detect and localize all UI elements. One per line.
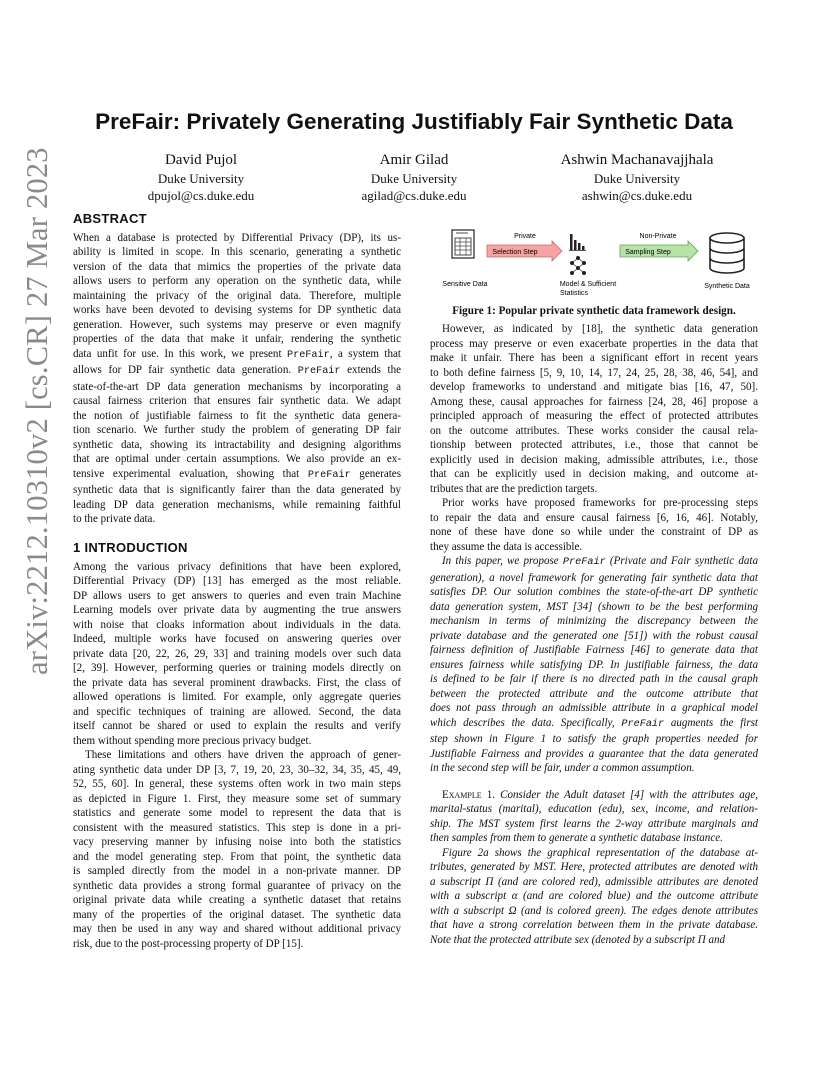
text-line: 52, 55, 60]. In general, these systems often work in two main steps (73, 778, 401, 790)
network-icon (570, 256, 586, 275)
model-stats-label: Model & Sufficient (559, 281, 617, 288)
text-line: In this paper, we propose PreFair (Private and Fair synthetic data (442, 555, 758, 568)
text-line: with a subscript α (and are colored blue) and the outcome attribute (430, 890, 758, 902)
text-line: does not pass through an admissible attribute in a graphical model (430, 702, 758, 714)
text-line: private data [20, 22, 26, 29, 33] and training models over such data (73, 647, 401, 660)
body-paragraph-italic (430, 554, 758, 776)
figure-caption: Figure 1: Popular private synthetic data framework design. (452, 305, 736, 317)
text-line: marital-status (marital), education (edu), sex, income, and relation- (430, 803, 758, 815)
text-line: DP allows users to get answers to queries and even train Machine (73, 589, 401, 602)
body-paragraph (430, 496, 758, 554)
text-line: the notion of justifiable fairness to fit the synthetic data genera- (73, 409, 401, 422)
text-line: with noise that cloaks information about individuals in the data. (73, 618, 401, 631)
text-line: However, as indicated by [18], the synthetic data generation (442, 323, 758, 335)
text-line: they assume the data is accessible. (430, 540, 583, 553)
text-line: works have been devoted to devising systems for DP synthetic data (73, 304, 401, 316)
non-private-label: Non-Private (639, 233, 677, 240)
text-line: causal fairness criterion that ensures fair synthetic data. We adapt (73, 395, 401, 407)
text-line: Indeed, multiple works have focused on answering queries over (73, 633, 401, 645)
author-block (522, 151, 752, 204)
text-line: fairness definition of Justifiable Fairness [46] to generate data that (430, 644, 758, 656)
private-label: Private (514, 233, 536, 240)
text-line: risk, due to the post-processing property of DP [15]. (73, 937, 304, 950)
text-line: on the outcome attributes. These works consider the causal rela- (430, 424, 758, 437)
sensitive-data-label: Sensitive Data (442, 281, 488, 288)
text-line: Among the various privacy definitions that have been explored, (73, 560, 401, 573)
figure-1 (430, 220, 758, 308)
text-line: Prior works have proposed frameworks for pre-processing steps (442, 497, 758, 509)
selection-step-label: Selection Step (492, 249, 538, 256)
text-line: When a database is protected by Differential Privacy (DP), its us- (73, 231, 401, 244)
text-line: and specific techniques of training are allowed. Second, the data (73, 705, 401, 718)
text-line: maintaining the privacy of the original data. Therefore, multiple (73, 289, 401, 302)
text-line: generation. However, such systems may preserve or even magnify (73, 318, 401, 331)
abstract-section (73, 212, 401, 527)
text-line: develop frameworks to understand and mitigate bias [16, 47, 50]. (430, 381, 758, 393)
text-line: data generation system, MST [34] (shown to be the best performing (430, 600, 758, 613)
author-email: ashwin@cs.duke.edu (581, 188, 693, 203)
text-line: none of these have done so while under the constraint of DP as (430, 526, 758, 538)
model-stats-label-line2: Statistics (559, 290, 589, 297)
text-line: statistics and generate some model to represent the data that is (73, 807, 401, 819)
text-line: tributes that are the prediction targets. (430, 482, 598, 495)
author-email: agilad@cs.duke.edu (361, 188, 467, 203)
example-continuation (430, 846, 758, 948)
text-line: Note that the protected attribute sex (denoted by a subscript Π and (430, 933, 726, 946)
text-line: that can be explicitly used in decision making, and outcome at- (430, 468, 758, 480)
example-label: Example 1. (442, 788, 495, 801)
text-line: which describes the data. Specifically, PreFair augments the first (430, 716, 758, 730)
author-block (86, 151, 316, 204)
text-line: Learning models over private data by augmenting the true answers (73, 604, 401, 616)
text-line: Among these, causal approaches for fairness [24, 28, 46] propose a (430, 395, 758, 408)
text-line: them without spending more precious privacy budget. (73, 734, 312, 747)
example-paragraph (430, 788, 758, 846)
text-line: as depicted in Figure 1. First, they measure some set of summary (73, 792, 401, 805)
text-line: that are optimal under certain assumptions. We also provide an ex- (73, 453, 401, 465)
text-line: ship. The MST system first learns the 2-way attribute marginals and (430, 817, 758, 830)
text-line: generation), a novel framework for generating fair synthetic data that (430, 571, 758, 584)
text-line: allows for DP fair synthetic data generation. PreFair extends the (73, 364, 401, 377)
text-line: a subscript Π (and are colored red), admissible attributes are denoted (430, 875, 758, 888)
text-line: to the private data. (73, 513, 156, 525)
text-line: original private data while creating a synthetic dataset that retains (73, 894, 401, 906)
author-affiliation: Duke University (370, 171, 458, 186)
text-line: is sampled directly from the model in a non-private manner. DP (73, 865, 401, 877)
text-line: principled approach of measuring the effect of protected attributes (430, 410, 758, 422)
abstract-heading: ABSTRACT (73, 211, 147, 226)
text-line: then samples from them to generate a synthetic database instance. (430, 832, 723, 844)
text-line: to repair the data and ensure causal fairness [6, 16, 46]. Notably, (430, 511, 758, 524)
text-line: private database and the generated one [51]) with the robust causal (430, 629, 758, 642)
text-line: Example 1. Consider the Adult dataset [4] with the attributes age, (442, 788, 758, 801)
introduction-paragraph (73, 748, 401, 951)
bar-chart-icon (569, 234, 586, 251)
text-line: satisfies DP. Our solution combines the state-of-the-art DP synthetic (430, 586, 758, 598)
text-line: mechanism in terms of minimizing the discrepancy between the (430, 615, 758, 627)
text-line: [2, 39]. However, performing queries or training models directly on (73, 662, 401, 674)
text-line: leading DP data generation mechanisms, while remaining faithful (73, 498, 401, 511)
author-name: Amir Gilad (379, 152, 449, 168)
text-line: itself cannot be shared or used to explain the results and verify (73, 720, 401, 732)
text-line: Figure 2a shows the graphical representation of the database at- (442, 846, 758, 859)
text-line: These limitations and others have driven the approach of gener- (85, 749, 401, 761)
text-line: is defined to be fair if there is no directed path in the causal graph (430, 673, 758, 685)
text-line: in the second step will be fair, under a common assumption. (430, 762, 695, 774)
author-affiliation: Duke University (157, 171, 245, 186)
author-name: David Pujol (164, 152, 238, 168)
introduction-paragraph (73, 560, 401, 749)
synthetic-data-label: Synthetic Data (704, 283, 750, 290)
author-block (299, 151, 529, 204)
text-line: between the protected attribute and the outcome attribute that (430, 687, 758, 700)
text-line: properties of the data that make it unfair, rendering the synthetic (73, 333, 401, 345)
text-line: ensures fairness while satisfying DP. In justifiable fairness, the data (430, 658, 758, 671)
text-line: the private data has several prominent drawbacks. First, the class of (73, 676, 401, 689)
text-line: process may preserve or even exacerbate properties in the data that (430, 337, 758, 350)
text-line: explicitly used in decision making, admissible attributes, i.e., those (430, 453, 758, 466)
text-line: many of the properties of the original dataset. The synthetic data (73, 908, 401, 921)
text-line: version of the data that mimics the properties of the private data (73, 260, 401, 273)
author-email: dpujol@cs.duke.edu (147, 188, 255, 203)
text-line: consistent with the measured statistics. This step is done in a pri- (73, 821, 401, 834)
database-icon (710, 233, 744, 273)
text-line: tion scenario. We further study the problem of generating DP fair (73, 424, 401, 436)
text-line: synthetic data provides a strong formal guarantee of privacy on the (73, 879, 401, 892)
author-name: Ashwin Machanavajjhala (560, 152, 714, 168)
sensitive-data-icon (452, 230, 474, 258)
text-line: Justifiable Fairness and provides a guarantee that the data generated (430, 747, 758, 760)
framework-diagram (430, 220, 758, 308)
text-line: with a subscript Ω (and is colored green). The edges denote attributes (430, 904, 758, 917)
body-paragraph (430, 322, 758, 496)
text-line: tributes, generated by MST. Here, protected attributes are denoted with (430, 861, 758, 873)
text-line: ating synthetic data under DP [3, 7, 19, 20, 23, 30–32, 34, 35, 45, 49, (73, 763, 401, 776)
abstract-body (73, 231, 401, 527)
text-line: data unfit for use. In this work, we present PreFair, a system that (73, 347, 401, 361)
introduction-section (73, 541, 401, 951)
text-line: synthetic data, showing its intractability and designing algorithms (73, 438, 401, 451)
text-line: may then be used in any way and shared without additional privacy (73, 923, 401, 935)
text-line: synthetic data that is significantly fairer than the data generated by (73, 484, 401, 496)
text-line: Differential Privacy (DP) [13] has emerged as the most reliable. (73, 575, 401, 587)
text-line: and the model generating step. From that point, the synthetic data (73, 850, 401, 863)
text-line: state-of-the-art DP data generation mechanisms by incorporating a (73, 380, 401, 393)
arxiv-identifier: arXiv:2212.10310v2 [cs.CR] 27 Mar 2023 (20, 147, 54, 675)
paper-title: PreFair: Privately Generating Justifiably Fair Synthetic Data (95, 109, 733, 134)
text-line: ability is limited in scope. In this scenario, generating a synthetic (73, 246, 401, 258)
text-line: allows users to perform any operation on the synthetic data, while (73, 275, 401, 287)
right-column (430, 322, 758, 947)
text-line: that have a strong correlation between them in the private database. (430, 919, 758, 931)
text-line: step shown in Figure 1 to satisfy the graph properties needed for (430, 733, 758, 745)
introduction-heading: 1 INTRODUCTION (73, 540, 188, 555)
text-line: tionship between protected attributes, i.e., those that cannot be (430, 439, 758, 451)
text-line: make it unfair. There has been a significant effort in recent years (430, 352, 758, 364)
text-line: vacy preserving manner by infusing noise into both the statistics (73, 836, 401, 848)
author-affiliation: Duke University (593, 171, 681, 186)
text-line: tensive experimental evaluation, showing that PreFair generates (73, 467, 401, 481)
sampling-step-label: Sampling Step (625, 249, 671, 256)
text-line: allowed operations is limited. For example, only aggregate queries (73, 691, 401, 703)
text-line: to both define fairness [5, 9, 10, 14, 17, 24, 25, 28, 38, 46, 54], and (430, 366, 758, 379)
